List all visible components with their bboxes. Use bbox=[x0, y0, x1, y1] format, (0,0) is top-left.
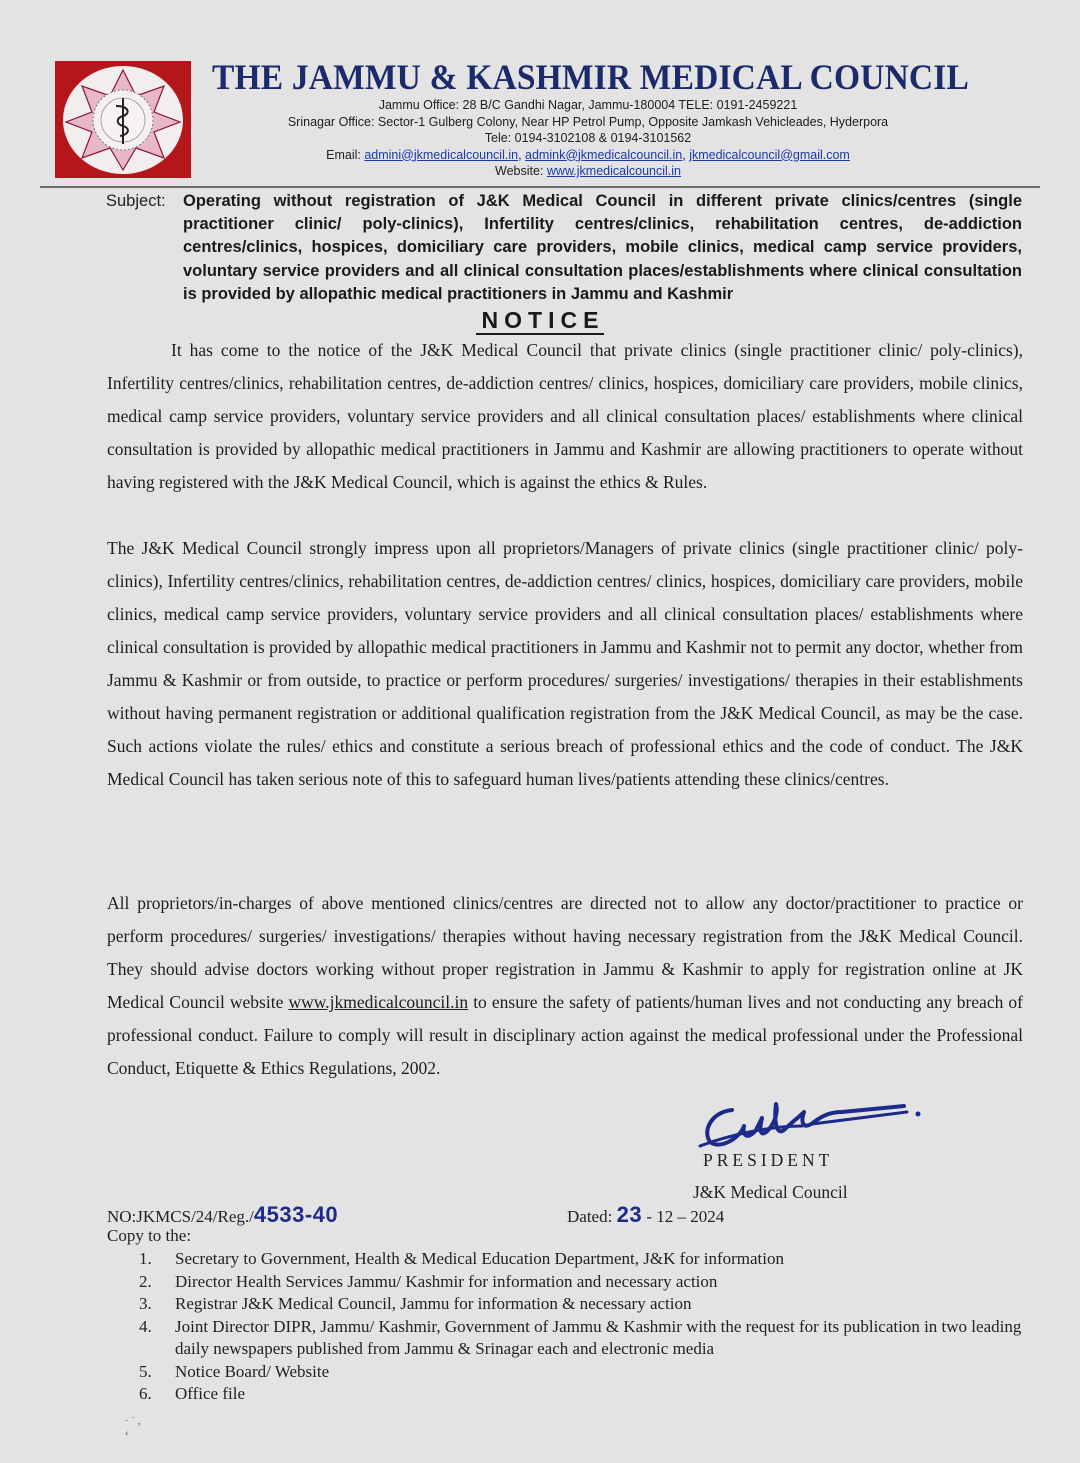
reference-handwritten-number: 4533-40 bbox=[253, 1202, 339, 1227]
copy-to-item-number: 6. bbox=[139, 1384, 152, 1403]
copy-to-item bbox=[139, 1293, 1039, 1316]
paragraph-3-text-a: All proprietors/in-charges of above mentioned clinics/centres are directed not to allow any doctor/practitioner to practice or perform procedures/ surgeries/ investigations/ therapies without having necessary registration from the J&K Medical Council. They should advise doctors working without proper registration in Jammu & Kashmir to apply for registration online at JK Medical Council website bbox=[107, 893, 1023, 1012]
date-day-handwritten: 23 bbox=[616, 1202, 643, 1227]
date-rest: - 12 – 2024 bbox=[646, 1207, 725, 1226]
copy-to-item-number: 5. bbox=[139, 1361, 152, 1381]
email-link-gmail[interactable]: jkmedicalcouncil@gmail.com bbox=[689, 147, 850, 162]
email-link-admini[interactable]: admini@jkmedicalcouncil.in bbox=[364, 147, 519, 162]
website-line bbox=[212, 163, 964, 180]
scan-marks: · ˙ , ‹ bbox=[125, 1415, 141, 1439]
subject-label: Subject: bbox=[106, 192, 166, 210]
copy-to-item-text: Secretary to Government, Health & Medical Education Department, J&K for information bbox=[175, 1249, 784, 1268]
reference-number bbox=[107, 1202, 338, 1228]
copy-to-item-number: 4. bbox=[139, 1316, 152, 1336]
paragraph-3 bbox=[107, 887, 1023, 1085]
copy-to-list bbox=[139, 1248, 1039, 1406]
copy-to-item-text: Director Health Services Jammu/ Kashmir for information and necessary action bbox=[175, 1271, 718, 1291]
website-label: Website: bbox=[495, 164, 544, 178]
paragraph-3-text-b: to ensure the safety of patients/human lives and not conducting any breach of professional conduct. Failure to comply will result in disciplinary action against the medical professional under the Professional Conduct, Etiquette & Ethics Regulations, 2002. bbox=[107, 992, 1023, 1078]
copy-to-item bbox=[139, 1383, 1039, 1406]
header-divider bbox=[40, 186, 1040, 188]
copy-to-item bbox=[139, 1248, 1039, 1271]
subject-text: Operating without registration of J&K Medical Council in different private clinics/centres (single practitioner clinic/ poly-clinics), Infertility centres/clinics, rehabilitation centres, de-addiction centres/clinics, hospices, domiciliary care providers, mobile clinics, medical camp service providers, voluntary service providers and all clinical consultation places/establishments where clinical consultation is provided by allopathic medical practitioners in Jammu and Kashmir bbox=[183, 192, 1022, 303]
reference-prefix: NO:JKMCS/24/Reg./ bbox=[107, 1207, 254, 1226]
notice-heading-text: NOTICE bbox=[476, 307, 605, 335]
copy-to-item-text: Registrar J&K Medical Council, Jammu for information & necessary action bbox=[175, 1294, 692, 1313]
dated-label: Dated: bbox=[567, 1207, 613, 1226]
copy-to-item-text: Office file bbox=[175, 1384, 246, 1403]
copy-to-item bbox=[139, 1271, 1039, 1294]
email-line: Email: admini@jkmedicalcouncil.in, admink@jkmedicalcouncil.in, jkmedicalcouncil@gmail.com bbox=[326, 147, 850, 162]
paragraph-2: The J&K Medical Council strongly impress upon all proprietors/Managers of private clinics (single practitioner clinic/ poly-clinics), Infertility centres/clinics, rehabilitation centres, de-addiction centres/ clinics, hospices, domiciliary care providers, mobile clinics, medical camp service providers, voluntary service providers and all clinical consultation places/ establishments where clinical consultation is provided by allopathic medical practitioners in Jammu and Kashmir not to permit any doctor, whether from Jammu & Kashmir or from outside, to practice or perform procedures/ surgeries/ investigations/ therapies in their establishments without having permanent registration or additional qualification registration from the J&K Medical Council, as may be the case. Such actions violate the rules/ ethics and constitute a serious breach of professional ethics and the code of conduct. The J&K Medical Council has taken serious note of this to safeguard human lives/patients attending these clinics/centres. bbox=[107, 538, 1023, 789]
paragraph-1: It has come to the notice of the J&K Medical Council that private clinics (single practitioner clinic/ poly-clinics), Infertility centres/clinics, rehabilitation centres, de-addiction centres/ clinics, hospices, domiciliary care providers, mobile clinics, medical camp service providers, voluntary service providers and all clinical consultation places/ establishments where clinical consultation is provided by allopathic medical practitioners in Jammu and Kashmir are allowing practitioners to operate without having registered with the J&K Medical Council, which is against the ethics & Rules. bbox=[107, 340, 1023, 492]
subject-block bbox=[106, 190, 1022, 306]
email-label: Email: bbox=[326, 147, 361, 162]
signatory-title: PRESIDENT bbox=[703, 1150, 834, 1170]
srinagar-office-address: Srinagar Office: Sector-1 Gulberg Colony, Near HP Petrol Pump, Opposite Jamkash Vehicleades, Hyderpora bbox=[287, 114, 889, 129]
website-link[interactable]: www.jkmedicalcouncil.in bbox=[546, 164, 681, 178]
header-contact-block bbox=[212, 97, 964, 180]
copy-to-item-number: 1. bbox=[139, 1249, 152, 1268]
copy-to-item-number: 3. bbox=[139, 1294, 152, 1313]
signatory-organization: J&K Medical Council bbox=[693, 1182, 848, 1202]
email-link-admink[interactable]: admink@jkmedicalcouncil.in bbox=[525, 147, 683, 162]
rod-of-asclepius-emblem-icon bbox=[60, 64, 186, 176]
org-title: THE JAMMU & KASHMIR MEDICAL COUNCIL bbox=[212, 57, 970, 97]
copy-to-item bbox=[139, 1361, 1039, 1384]
copy-to-item-text: Joint Director DIPR, Jammu/ Kashmir, Government of Jammu & Kashmir with the request for its publication in two leading daily newspapers published from Jammu & Srinagar each and electronic media bbox=[175, 1316, 1022, 1358]
council-logo bbox=[55, 61, 191, 178]
notice-heading bbox=[0, 307, 1080, 334]
copy-to-label: Copy to the: bbox=[107, 1226, 192, 1245]
date-line bbox=[567, 1202, 724, 1228]
copy-to-item-text: Notice Board/ Website bbox=[175, 1361, 330, 1381]
website-link-inline[interactable]: www.jkmedicalcouncil.in bbox=[288, 992, 469, 1012]
jammu-office-address: Jammu Office: 28 B/C Gandhi Nagar, Jammu-180004 TELE: 0191-2459221 bbox=[378, 98, 798, 112]
telephone-numbers: Tele: 0194-3102108 & 0194-3101562 bbox=[484, 131, 692, 145]
copy-to-item bbox=[139, 1316, 1039, 1361]
copy-to-item-number: 2. bbox=[139, 1271, 152, 1291]
